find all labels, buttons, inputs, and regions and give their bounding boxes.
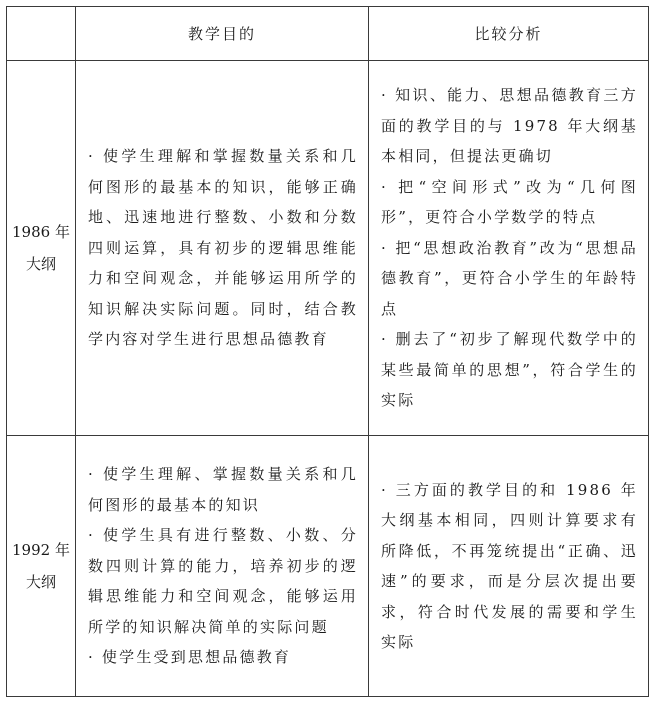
goal-item: · 使学生理解、掌握数量关系和几何图形的最基本的知识 xyxy=(88,465,358,514)
table-row-1986 xyxy=(7,61,649,436)
goal-cell-1992 xyxy=(76,436,369,697)
header-corner-cell xyxy=(7,7,76,61)
goal-item: · 使学生具有进行整数、小数、分数四则计算的能力，培养初步的逻辑思维能力和空间观念，能够运用所学的知识解决简单的实际问题 xyxy=(88,526,358,636)
comparison-cell-1992 xyxy=(369,436,649,697)
header-teaching-goal: 教学目的 xyxy=(76,7,369,61)
row-label-suffix: 大纲 xyxy=(25,255,56,273)
row-label-suffix: 大纲 xyxy=(25,573,56,591)
comparison-item: · 删去了“初步了解现代数学中的某些最简单的思想”，符合学生的实际 xyxy=(381,330,638,410)
goal-cell-1986 xyxy=(76,61,369,436)
table-row-1992 xyxy=(7,436,649,697)
comparison-item: · 三方面的教学目的和 1986 年大纲基本相同，四则计算要求有所降低，不再笼统提出“正确、迅速”的要求，而是分层次提出要求，符合时代发展的需要和学生实际 xyxy=(381,480,638,651)
comparison-item: · 把“空间形式”改为“几何图形”，更符合小学数学的特点 xyxy=(381,177,638,227)
goal-item: · 使学生受到思想品德教育 xyxy=(88,648,292,667)
comparison-item: · 知识、能力、思想品德教育三方面的教学目的与 1978 年大纲基本相同，但提法更确切 xyxy=(381,86,638,166)
comparison-cell-1986 xyxy=(369,61,649,436)
row-label-1986 xyxy=(7,61,76,436)
table-header-row xyxy=(7,7,649,61)
row-label-year: 1992 年 xyxy=(12,541,70,559)
row-label-year: 1986 年 xyxy=(12,223,70,241)
comparison-table xyxy=(6,6,649,697)
header-comparison-analysis: 比较分析 xyxy=(369,7,649,61)
row-label-1992 xyxy=(7,436,76,697)
goal-item: · 使学生理解和掌握数量关系和几何图形的最基本的知识，能够正确地、迅速地进行整数、小数和分数四则运算，具有初步的逻辑思维能力和空间观念，并能够运用所学的知识解决实际问题。同时，结合教学内容对学生进行思想品德教育 xyxy=(88,147,358,349)
comparison-item: · 把“思想政治教育”改为“思想品德教育”，更符合小学生的年龄特点 xyxy=(381,238,638,318)
